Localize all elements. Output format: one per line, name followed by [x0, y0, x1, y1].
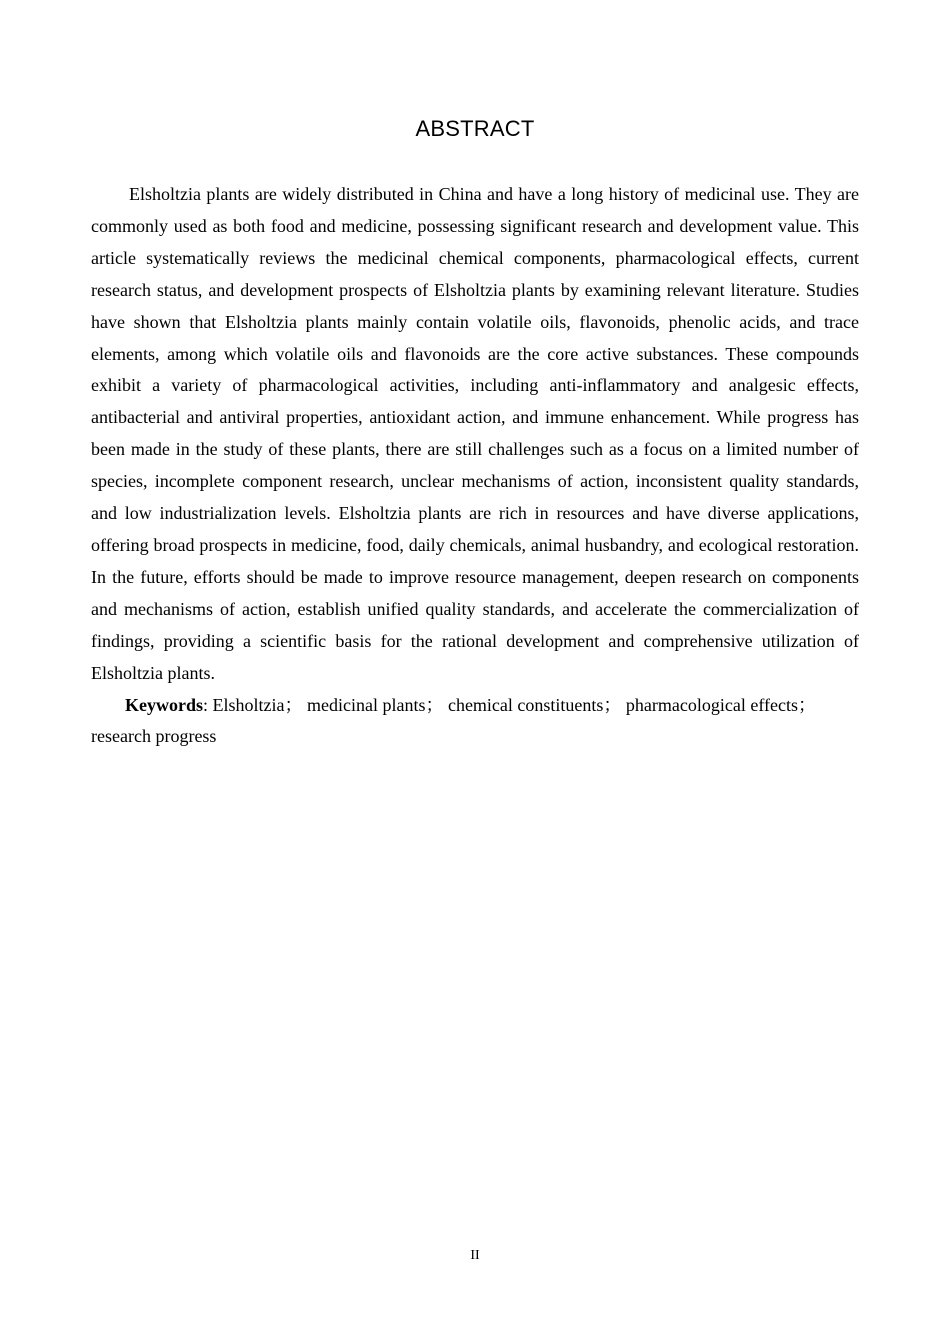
- abstract-body: [91, 179, 859, 753]
- abstract-paragraph: Elsholtzia plants are widely distributed in China and have a long history of medicinal use. They are commonly used as both food and medicine, possessing significant research and development value. This article systematically reviews the medicinal chemical components, pharmacological effects, current research status, and development prospects of Elsholtzia plants by examining relevant literature. Studies have shown that Elsholtzia plants mainly contain volatile oils, flavonoids, phenolic acids, and trace elements, among which volatile oils and flavonoids are the core active substances. These compounds exhibit a variety of pharmacological activities, including anti-inflammatory and analgesic effects, antibacterial and antiviral properties, antioxidant action, and immune enhancement. While progress has been made in the study of these plants, there are still challenges such as a focus on a limited number of species, incomplete component research, unclear mechanisms of action, inconsistent quality standards, and low industrialization levels. Elsholtzia plants are rich in resources and have diverse applications, offering broad prospects in medicine, food, daily chemicals, animal husbandry, and ecological restoration. In the future, efforts should be made to improve resource management, deepen research on components and mechanisms of action, establish unified quality standards, and accelerate the commercialization of findings, providing a scientific basis for the rational development and comprehensive utilization of Elsholtzia plants.: [91, 184, 859, 683]
- page-number: II: [470, 1248, 480, 1263]
- abstract-title: ABSTRACT: [415, 116, 535, 141]
- keywords-line: [91, 690, 859, 754]
- keywords-text: : Elsholtzia； medicinal plants； chemical constituents； pharmacological effects； research progress: [91, 694, 816, 747]
- keywords-label: Keywords: [125, 694, 203, 715]
